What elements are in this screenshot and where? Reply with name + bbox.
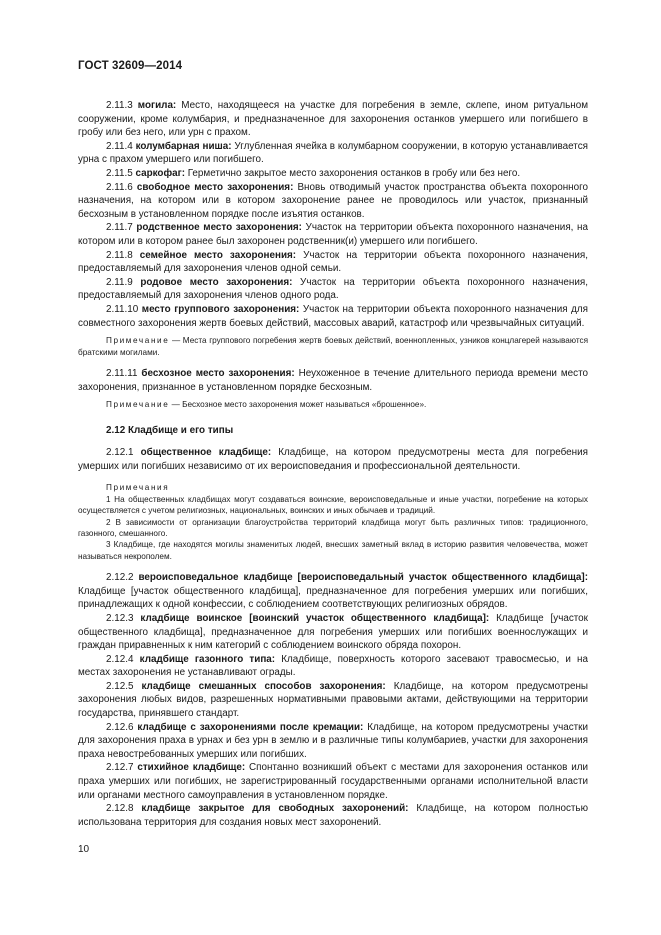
term: свободное место захоронения: bbox=[136, 181, 294, 193]
definition-2-12-4: 2.12.4 кладбище газонного типа: Кладбище, поверхность которого засевают травосмесью, и на местах захоронения не устанавливают ограды. bbox=[78, 653, 588, 679]
definition-2-12-6: 2.12.6 кладбище с захоронениями после кремации: Кладбище, на котором предусмотрены участки для захоронения праха в урнах и без урн в землю и в различные типы колумбариев, участки для захоронения праха невостребованных умерших или погибших. bbox=[78, 721, 589, 760]
term: колумбарная ниша: bbox=[135, 140, 232, 152]
term: место группового захоронения: bbox=[141, 303, 300, 315]
note-item: 2 В зависимости от организации благоустройства территорий кладбища могут быть различных типов: традиционного, газонного, смешанного. bbox=[78, 517, 588, 538]
term: могила: bbox=[137, 100, 177, 111]
term: саркофаг: bbox=[135, 167, 185, 179]
definition-2-12-2: 2.12.2 вероисповедальное кладбище [вероисповедальный участок общественного кладбища]: Кладбище [участок общественного кладбища], предназначенное для погребения умерших или погибших, принадлежащих к одной конфессии, с соблюдением соответствующих религиозных обрядов. bbox=[78, 572, 588, 611]
note-2: Примечание — Бесхозное место захоронения может называться «брошенное». bbox=[106, 400, 427, 410]
term: кладбище с захоронениями после кремации: bbox=[137, 721, 364, 733]
term: общественное кладбище: bbox=[140, 447, 272, 459]
definition-2-12-1: 2.12.1 общественное кладбище: Кладбище, на котором предусмотрены места для погребения умерших или погибших независимо от их вероисповедания и профессиональной деятельности. bbox=[78, 447, 588, 472]
definition-2-11-7: 2.11.7 родственное место захоронения: Участок на территории объекта похоронного назначения, на котором или в котором ранее был захоронен родственник(и) умершего или погибшего. bbox=[78, 222, 588, 247]
section-title: 2.12 Кладбище и его типы bbox=[106, 424, 234, 436]
document-header: ГОСТ 32609—2014 bbox=[78, 60, 183, 72]
definition-2-11-5: 2.11.5 саркофаг: Герметично закрытое место захоронения останков в гробу или без него. bbox=[106, 167, 521, 179]
term: вероисповедальное кладбище [вероисповедальный участок общественного кладбища]: bbox=[138, 572, 588, 584]
term: кладбище смешанных способов захоронения: bbox=[141, 680, 386, 692]
term: кладбище газонного типа: bbox=[139, 653, 276, 665]
definition-2-12-7: 2.12.7 стихийное кладбище: Спонтанно возникший объект с местами для захоронения останков или праха умерших или погибших, не зарегистрированный государственными органами исполнительной власти или органами местного самоуправления в установленном порядке. bbox=[78, 762, 588, 801]
page-number: 10 bbox=[78, 844, 90, 855]
term: родовое место захоронения: bbox=[140, 276, 293, 288]
term: стихийное кладбище: bbox=[137, 762, 246, 774]
definition-2-11-11: 2.11.11 бесхозное место захоронения: Неухоженное в течение длительного периода времени место захоронения, признанное в установленном порядке бесхозным. bbox=[78, 367, 588, 393]
notes-heading: Примечания bbox=[106, 483, 170, 493]
term: кладбище воинское [воинский участок общественного кладбища]: bbox=[140, 612, 490, 624]
term: бесхозное место захоронения: bbox=[141, 367, 295, 379]
definition-2-12-3: 2.12.3 кладбище воинское [воинский участок общественного кладбища]: Кладбище [участок общественного кладбища], предназначенное для погребения умерших или погибших военнослужащих и граждан приравненных к ним категорий с соблюдением воинского обряда похорон. bbox=[78, 612, 588, 652]
definition-2-11-9: 2.11.9 родовое место захоронения: Участок на территории объекта похоронного назначения, предоставляемый для захоронения членов одного рода. bbox=[78, 276, 588, 302]
term: кладбище закрытое для свободных захоронений: bbox=[141, 803, 409, 815]
definition-2-12-8: 2.12.8 кладбище закрытое для свободных захоронений: Кладбище, на котором полностью использована территория для создания новых мест захоронений. bbox=[78, 803, 588, 828]
definition-2-12-5: 2.12.5 кладбище смешанных способов захоронения: Кладбище, на котором предусмотрены захоронения любых видов, разрешенных нормативными правовыми актами, действующими на территории государства, принявшего стандарт. bbox=[78, 680, 588, 720]
note-1: Примечание — Места группового погребения жертв боевых действий, военнопленных, узников концлагерей называются братскими могилами. bbox=[78, 336, 588, 357]
definition-2-11-8: 2.11.8 семейное место захоронения: Участок на территории объекта похоронного назначения, предоставляемый для захоронения членов одной семьи. bbox=[78, 249, 588, 275]
note-item: 3 Кладбище, где находятся могилы знаменитых людей, внесших заметный вклад в историю развития человечества, может называться некрополем. bbox=[78, 540, 588, 561]
document-body bbox=[78, 99, 588, 829]
definition-2-11-10: 2.11.10 место группового захоронения: Участок на территории объекта похоронного назначения для совместного захоронения жертв боевых действий, массовых аварий, катастроф или чрезвычайных ситуаций. bbox=[78, 303, 588, 329]
note-item: 1 На общественных кладбищах могут создаваться воинские, вероисповедальные и иные участки, погребение на которых осуществляется с учетом религиозных, национальных, воинских и иных обычаев и традиций. bbox=[78, 494, 588, 516]
term: семейное место захоронения: bbox=[139, 249, 297, 261]
term: родственное место захоронения: bbox=[136, 222, 302, 234]
definition-2-11-3: 2.11.3 могила: Место, находящееся на участке для погребения в земле, склепе, ином ритуальном сооружении, кроме колумбария, и предназначенное для захоронения останков умершего или погибшего в гробу или без него, или урн с прахом. bbox=[78, 100, 588, 139]
definition-2-11-4: 2.11.4 колумбарная ниша: Углубленная ячейка в колумбарном сооружении, в которую устанавливается урна с прахом умершего или погибшего. bbox=[78, 140, 588, 166]
definition-2-11-6: 2.11.6 свободное место захоронения: Вновь отводимый участок пространства объекта похоронного назначения, на котором или в котором захоронение ранее не проводилось или участок, признанный бесхозным в установленном порядке после изъятия останков. bbox=[78, 181, 589, 220]
